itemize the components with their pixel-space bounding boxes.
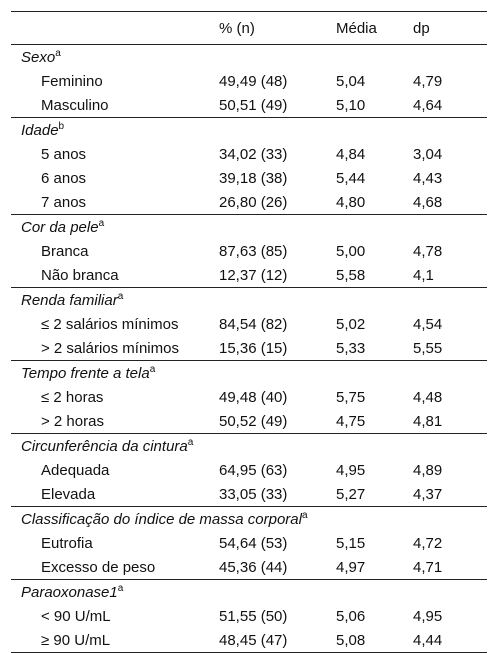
dp-cell: 4,72 (413, 534, 443, 552)
table-header (11, 12, 487, 45)
group-label-cell (11, 580, 487, 605)
header-mean: Média (336, 19, 377, 37)
header-dp: dp (413, 19, 430, 37)
dp-cell: 4,37 (413, 485, 443, 503)
mean-cell: 5,58 (336, 266, 366, 284)
footnote-marker: a (301, 509, 308, 521)
percent-cell: 33,05 (33) (219, 485, 288, 503)
percent-cell: 49,49 (48) (219, 72, 288, 90)
row-label: ≥ 90 U/mL (41, 631, 111, 649)
percent-cell: 50,51 (49) (219, 96, 288, 114)
group-label-cell (11, 45, 487, 70)
group-row (11, 288, 487, 313)
data-table (11, 11, 487, 653)
table-row (11, 190, 487, 215)
mean-cell: 5,00 (336, 242, 366, 260)
mean-cell: 5,10 (336, 96, 366, 114)
group-row (11, 361, 487, 386)
table-row (11, 336, 487, 361)
dp-cell: 4,68 (413, 193, 443, 211)
row-label: Não branca (41, 266, 119, 284)
group-row (11, 215, 487, 240)
mean-cell: 5,08 (336, 631, 366, 649)
row-label: 7 anos (41, 193, 87, 211)
row-label: ≤ 2 horas (41, 388, 104, 406)
table-row (11, 458, 487, 482)
mean-cell: 5,06 (336, 607, 366, 625)
percent-cell: 45,36 (44) (219, 558, 288, 576)
table-row (11, 69, 487, 93)
table-row (11, 409, 487, 434)
mean-cell: 5,04 (336, 72, 366, 90)
row-label: Elevada (41, 485, 96, 503)
dp-cell: 3,04 (413, 145, 443, 163)
dp-cell: 4,48 (413, 388, 443, 406)
group-label-cell (11, 507, 487, 532)
group-row (11, 45, 487, 70)
header-label (11, 12, 219, 45)
mean-cell: 5,33 (336, 339, 366, 357)
mean-cell: 4,75 (336, 412, 366, 430)
table-row (11, 555, 487, 580)
percent-cell: 39,18 (38) (219, 169, 288, 187)
row-label: 5 anos (41, 145, 87, 163)
table-row (11, 604, 487, 628)
dp-cell: 4,71 (413, 558, 443, 576)
percent-cell: 51,55 (50) (219, 607, 288, 625)
table-row (11, 239, 487, 263)
table-row (11, 263, 487, 288)
group-label: Circunferência da cintura (21, 437, 188, 455)
table-row (11, 312, 487, 336)
group-row (11, 580, 487, 605)
percent-cell: 12,37 (12) (219, 266, 288, 284)
dp-cell: 4,81 (413, 412, 443, 430)
row-label: > 2 salários mínimos (41, 339, 179, 357)
footnote-marker: a (98, 217, 105, 229)
dp-cell: 4,78 (413, 242, 443, 260)
dp-cell: 4,44 (413, 631, 443, 649)
group-row (11, 507, 487, 532)
percent-cell: 48,45 (47) (219, 631, 288, 649)
percent-cell: 26,80 (26) (219, 193, 288, 211)
dp-cell: 4,43 (413, 169, 443, 187)
mean-cell: 4,95 (336, 461, 366, 479)
table-row (11, 142, 487, 166)
mean-cell: 4,80 (336, 193, 366, 211)
percent-cell: 54,64 (53) (219, 534, 288, 552)
mean-cell: 5,44 (336, 169, 366, 187)
group-label: Cor da pele (21, 218, 99, 236)
table-body (11, 45, 487, 653)
group-label: Paraoxonase1 (21, 583, 118, 601)
dp-cell: 4,1 (413, 266, 434, 284)
row-label: Eutrofia (41, 534, 93, 552)
group-label-cell (11, 118, 487, 143)
table-row (11, 628, 487, 653)
group-label: Idade (21, 121, 59, 139)
row-label: ≤ 2 salários mínimos (41, 315, 179, 333)
group-row (11, 434, 487, 459)
group-label-cell (11, 361, 487, 386)
table-row (11, 531, 487, 555)
dp-cell: 4,89 (413, 461, 443, 479)
row-label: 6 anos (41, 169, 87, 187)
header-row (11, 12, 487, 45)
footnote-marker: a (149, 363, 156, 375)
footnote-marker: a (55, 47, 61, 59)
row-label: > 2 horas (41, 412, 104, 430)
mean-cell: 4,97 (336, 558, 366, 576)
table-row (11, 166, 487, 190)
dp-cell: 4,95 (413, 607, 443, 625)
dp-cell: 5,55 (413, 339, 443, 357)
row-label: < 90 U/mL (41, 607, 111, 625)
mean-cell: 4,84 (336, 145, 366, 163)
group-label: Classificação do índice de massa corporal (21, 510, 302, 528)
header-percent: % (n) (219, 19, 255, 37)
footnote-marker: b (58, 120, 65, 132)
mean-cell: 5,27 (336, 485, 366, 503)
row-label: Excesso de peso (41, 558, 156, 576)
group-label-cell (11, 434, 487, 459)
percent-cell: 15,36 (15) (219, 339, 288, 357)
table-row (11, 482, 487, 507)
mean-cell: 5,15 (336, 534, 366, 552)
footnote-marker: a (117, 582, 124, 594)
group-label-cell (11, 288, 487, 313)
percent-cell: 64,95 (63) (219, 461, 288, 479)
mean-cell: 5,02 (336, 315, 366, 333)
row-label: Masculino (41, 96, 109, 114)
percent-cell: 50,52 (49) (219, 412, 288, 430)
mean-cell: 5,75 (336, 388, 366, 406)
row-label: Feminino (41, 72, 103, 90)
data-table-container (11, 11, 487, 653)
footnote-marker: a (117, 290, 124, 302)
group-label: Renda familiar (21, 291, 118, 309)
dp-cell: 4,64 (413, 96, 443, 114)
row-label: Branca (41, 242, 89, 260)
percent-cell: 84,54 (82) (219, 315, 288, 333)
group-label: Sexo (21, 48, 56, 66)
row-label: Adequada (41, 461, 110, 479)
table-row (11, 93, 487, 118)
group-label: Tempo frente a tela (21, 364, 150, 382)
footnote-marker: a (187, 436, 194, 448)
percent-cell: 34,02 (33) (219, 145, 288, 163)
percent-cell: 87,63 (85) (219, 242, 288, 260)
dp-cell: 4,54 (413, 315, 443, 333)
dp-cell: 4,79 (413, 72, 443, 90)
group-label-cell (11, 215, 487, 240)
table-row (11, 385, 487, 409)
group-row (11, 118, 487, 143)
percent-cell: 49,48 (40) (219, 388, 288, 406)
